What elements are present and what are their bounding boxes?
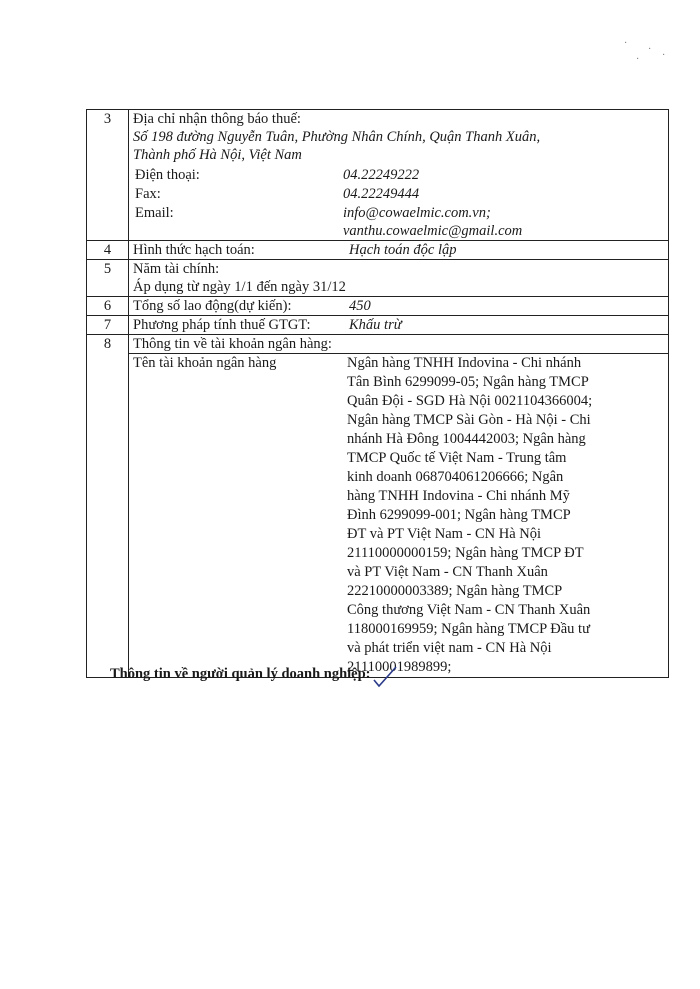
email-row [133, 204, 664, 240]
row-number: 3 [87, 110, 129, 241]
scan-speck: · [648, 44, 652, 55]
table-row [87, 260, 669, 297]
fiscal-year-cell [129, 260, 669, 297]
bank-account-line: 21110001989899; [347, 659, 452, 675]
table-row [87, 316, 669, 335]
bank-account-list [339, 354, 668, 677]
table-row [87, 354, 669, 678]
bank-account-line: và PT Việt Nam - CN Thanh Xuân [347, 564, 548, 580]
bank-account-line: Đình 6299099-001; Ngân hàng TMCP [347, 507, 571, 523]
bank-account-line: kinh doanh 068704061206666; Ngân [347, 469, 564, 485]
email-value [343, 204, 664, 240]
vat-method-label: Phương pháp tính thuế GTGT: [133, 317, 311, 333]
table-row [87, 241, 669, 260]
row-number: 8 [87, 335, 129, 678]
row-number: 6 [87, 297, 129, 316]
bank-account-line: Tân Bình 6299099-05; Ngân hàng TMCP [347, 374, 589, 390]
fax-label: Fax: [135, 186, 161, 202]
table-row [87, 297, 669, 316]
bank-account-line: nhánh Hà Đông 1004442003; Ngân hàng [347, 431, 586, 447]
fax-row [133, 185, 664, 203]
tax-notice-address-cell [129, 110, 669, 241]
bank-account-line: 118000169959; Ngân hàng TMCP Đầu tư [347, 621, 590, 637]
address-line: Thành phố Hà Nội, Việt Nam [133, 147, 302, 163]
bank-account-line: 22210000003389; Ngân hàng TMCP [347, 583, 563, 599]
bank-account-label: Tên tài khoản ngân hàng [133, 355, 277, 371]
accounting-method-value: Hạch toán độc lập [349, 242, 457, 258]
row-number: 4 [87, 241, 129, 260]
fax-value: 04.22249444 [343, 186, 420, 202]
bank-account-line: hàng TNHH Indovina - Chi nhánh Mỹ [347, 488, 570, 504]
fiscal-year-label: Năm tài chính: [133, 261, 220, 277]
tax-notice-address-title: Địa chỉ nhận thông báo thuế: [133, 111, 301, 127]
scan-speck: · [624, 38, 628, 49]
address-line: Số 198 đường Nguyễn Tuân, Phường Nhân Chính, Quận Thanh Xuân, [133, 129, 541, 145]
scan-speck: · [662, 50, 666, 61]
registration-info-table [86, 109, 669, 678]
employee-count-value: 450 [349, 298, 371, 314]
email-line: info@cowaelmic.com.vn; [343, 205, 491, 221]
bank-account-line: 21110000000159; Ngân hàng TMCP ĐT [347, 545, 584, 561]
scan-speck: · [636, 54, 640, 65]
manager-info-heading [110, 666, 371, 683]
bank-account-line: Quân Đội - SGD Hà Nội 0021104366004; [347, 393, 593, 409]
bank-info-title: Thông tin về tài khoản ngân hàng: [129, 335, 669, 354]
bank-account-line: và phát triển việt nam - CN Hà Nội [347, 640, 552, 656]
vat-method-cell [129, 316, 669, 335]
accounting-method-cell [129, 241, 669, 260]
fiscal-year-value: Áp dụng từ ngày 1/1 đến ngày 31/12 [133, 279, 346, 295]
bank-account-cell [129, 354, 669, 678]
phone-value: 04.22249222 [343, 167, 420, 183]
bank-account-line: TMCP Quốc tế Việt Nam - Trung tâm [347, 450, 567, 466]
vat-method-value: Khấu trừ [349, 317, 402, 333]
bank-account-line: Ngân hàng TNHH Indovina - Chi nhánh [347, 355, 582, 371]
bank-account-line: Ngân hàng TMCP Sài Gòn - Hà Nội - Chi [347, 412, 591, 428]
bank-account-line: Công thương Việt Nam - CN Thanh Xuân [347, 602, 591, 618]
manager-info-heading-text: Thông tin về người quản lý doanh nghiệp: [110, 666, 371, 682]
bank-account-line: ĐT và PT Việt Nam - CN Hà Nội [347, 526, 542, 542]
pen-tick-mark [370, 664, 400, 690]
email-line: vanthu.cowaelmic@gmail.com [343, 223, 523, 239]
email-label: Email: [135, 205, 174, 221]
phone-row [133, 166, 664, 184]
row-number: 5 [87, 260, 129, 297]
table-row [87, 110, 669, 241]
employee-count-label: Tổng số lao động(dự kiến): [133, 298, 292, 314]
phone-label: Điện thoại: [135, 167, 200, 183]
table-row [87, 335, 669, 354]
employee-count-cell [129, 297, 669, 316]
row-number: 7 [87, 316, 129, 335]
accounting-method-label: Hình thức hạch toán: [133, 242, 255, 258]
